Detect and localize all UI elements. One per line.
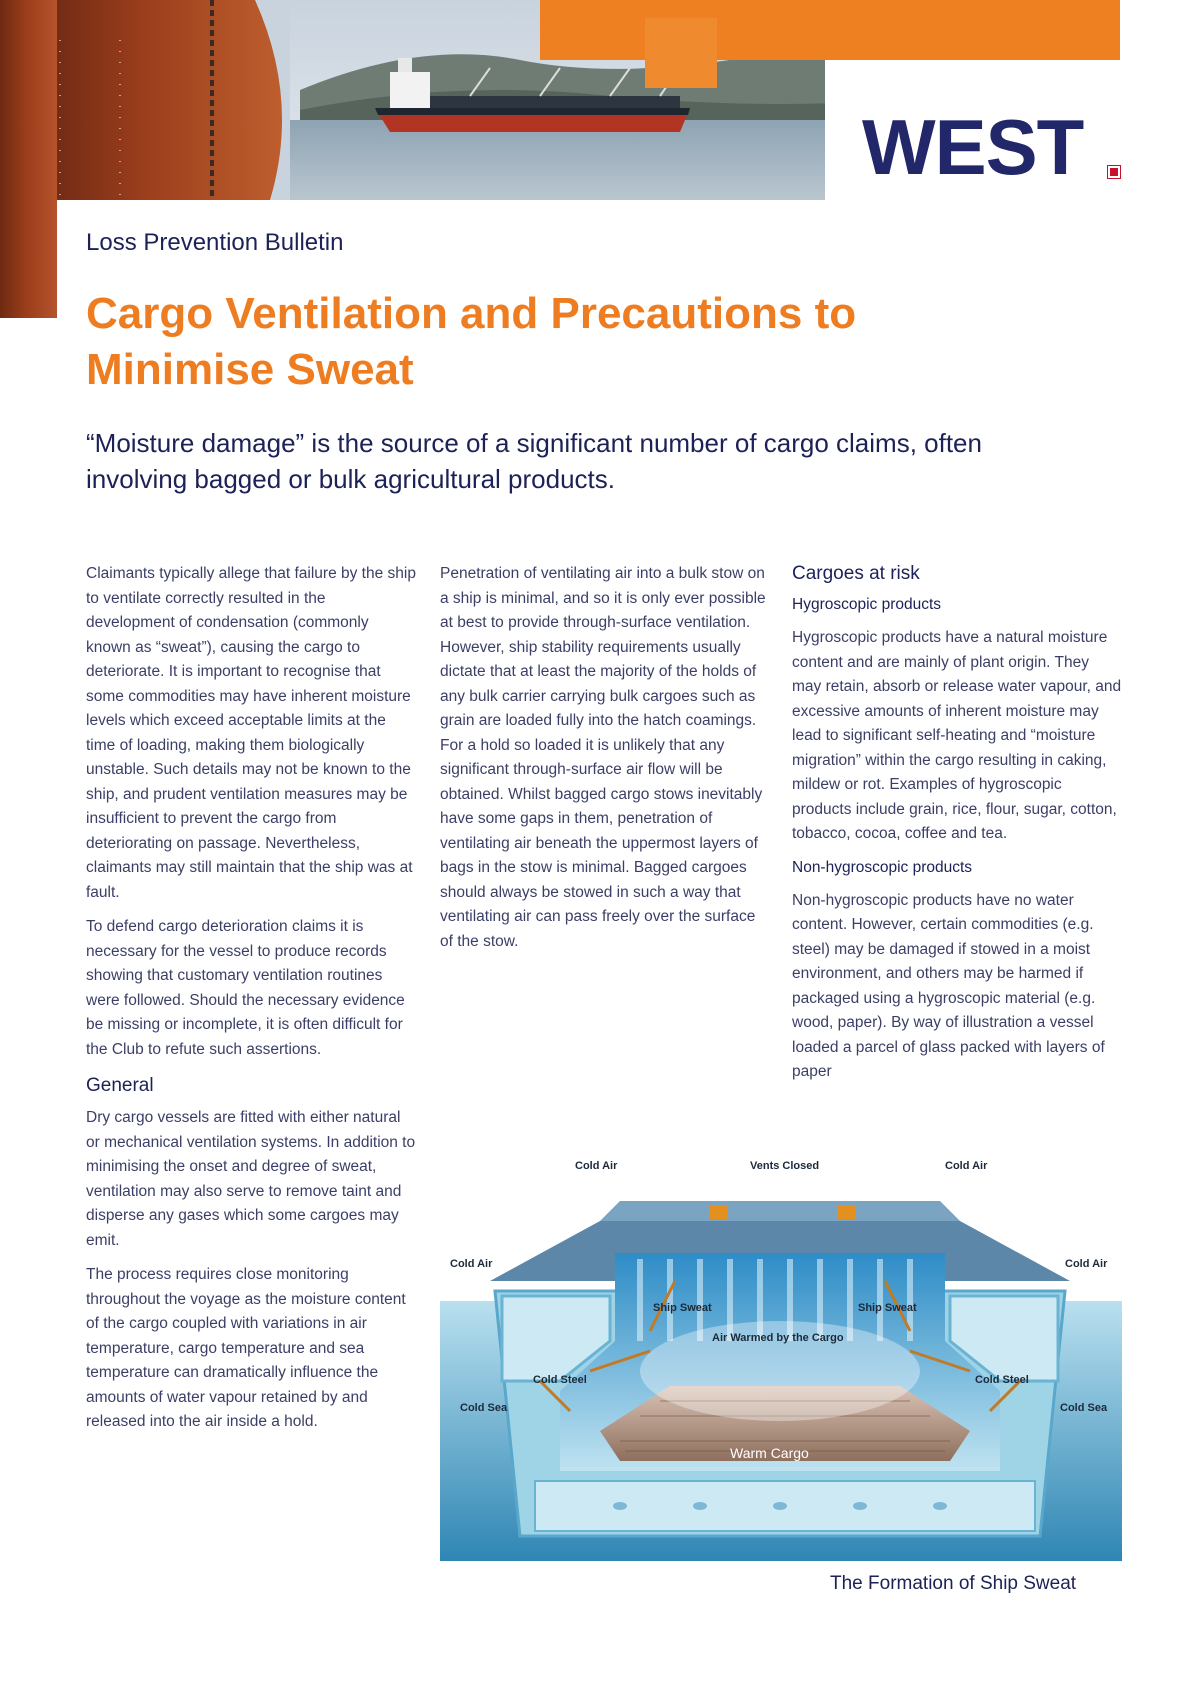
column-3: [792, 562, 1122, 1095]
vent-right-icon: [838, 1205, 856, 1219]
vent-left-icon: [710, 1205, 728, 1219]
label-ship-sweat-1: Ship Sweat: [653, 1302, 712, 1314]
label-warm-cargo: Warm Cargo: [730, 1445, 809, 1461]
subheading-non-hygroscopic: Non-hygroscopic products: [792, 858, 973, 876]
col3-paragraph-2: Non-hygroscopic products have no water content. However, certain commodities (e.g. steel) may be damaged if stowed in a moist environment, and others may be harmed if packaged using a hygroscopic material (e.g. wood, paper). By way of illustration a vessel loaded a parcel of glass packed with layers of paper: [792, 891, 1105, 1080]
label-cold-air-2: Cold Air: [945, 1160, 988, 1172]
label-vents-closed: Vents Closed: [750, 1160, 820, 1172]
logo-mark-icon: [1108, 166, 1120, 178]
lead-paragraph: [86, 425, 1086, 497]
subheading-hygroscopic: Hygroscopic products: [792, 596, 942, 613]
label-cold-air-1: Cold Air: [575, 1160, 618, 1172]
label-cold-air-4: Cold Air: [1065, 1258, 1108, 1270]
label-cold-steel-2: Cold Steel: [975, 1374, 1029, 1386]
col1-paragraph-1: Claimants typically allege that failure by the ship to ventilate correctly resulted in the development of condensation (commonly known as “sweat”), causing the cargo to deteriorate. It is important to recognise that some commodities may have inherent moisture levels which exceed acceptable limits at the time of loading, making them biologically unstable. Such details may not be known to the ship, and prudent ventilation measures may be insufficient to prevent the cargo from deteriorating on passage. Nevertheless, claimants may still maintain that the ship was at fault.: [86, 565, 416, 901]
page-title: [86, 286, 986, 398]
label-air-warmed: Air Warmed by the Cargo: [712, 1332, 844, 1344]
hull-strip: [0, 0, 57, 318]
col1-paragraph-2: To defend cargo deterioration claims it is necessary for the vessel to produce records showing that customary ventilation routines were followed. Should the necessary evidence be missing or incomplete, it is often difficult for the Club to refute such assertions.: [86, 918, 405, 1058]
ship-sweat-diagram: [440, 1141, 1122, 1561]
label-cold-sea-2: Cold Sea: [1060, 1402, 1108, 1414]
col1-paragraph-3: Dry cargo vessels are fitted with either natural or mechanical ventilation systems. In addition to minimising the onset and degree of sweat, ventilation may also serve to remove taint and disperse any gases which some cargoes may emit.: [86, 1109, 416, 1249]
label-cold-sea-1: Cold Sea: [460, 1402, 508, 1414]
title-line-2: Minimise Sweat: [86, 345, 414, 394]
column-1: [86, 562, 416, 1445]
col2-paragraph-1: Penetration of ventilating air into a bulk stow on a ship is minimal, and so it is only ever possible at best to provide through-surface ventilation. However, ship stability requirements usually dictate that at least the majority of the holds of any bulk carrier carrying bulk cargoes such as grain are loaded fully into the hatch coamings. For a hold so loaded it is unlikely that any significant through-surface air flow will be obtained. Whilst bagged cargo stows inevitably have some gaps in them, penetration of ventilating air beneath the uppermost layers of bags in the stow is minimal. Bagged cargoes should always be stowed in such a way that ventilating air can pass freely over the surface of the stow.: [440, 565, 766, 950]
col3-paragraph-1: Hygroscopic products have a natural moisture content and are mainly of plant origin. They may retain, absorb or release water vapour, and excessive amounts of inherent moisture may lead to significant self-heating and “moisture migration” within the cargo resulting in caking, mildew or rot. Examples of hygroscopic products include grain, rice, flour, sugar, cotton, tobacco, cocoa, coffee and tea.: [792, 629, 1122, 842]
heading-cargoes-at-risk: Cargoes at risk: [792, 563, 920, 584]
heading-general: General: [86, 1075, 154, 1096]
diagram-caption: The Formation of Ship Sweat: [830, 1573, 1077, 1594]
col1-paragraph-4: The process requires close monitoring throughout the voyage as the moisture content of the cargo coupled with variations in air temperature, cargo temperature and sea temperature can dramatically influence the amounts of water vapour retained by and released into the air inside a hold.: [86, 1266, 406, 1430]
label-ship-sweat-2: Ship Sweat: [858, 1302, 917, 1314]
bulletin-label: Loss Prevention Bulletin: [86, 229, 344, 256]
lead-line-1: “Moisture damage” is the source of a significant number of cargo claims, often: [86, 428, 982, 458]
title-line-1: Cargo Ventilation and Precautions to: [86, 289, 857, 338]
label-cold-air-3: Cold Air: [450, 1258, 493, 1270]
label-cold-steel-1: Cold Steel: [533, 1374, 587, 1386]
lead-line-2: involving bagged or bulk agricultural products.: [86, 464, 615, 494]
west-logo: WEST: [862, 103, 1084, 191]
column-2: [440, 562, 770, 964]
